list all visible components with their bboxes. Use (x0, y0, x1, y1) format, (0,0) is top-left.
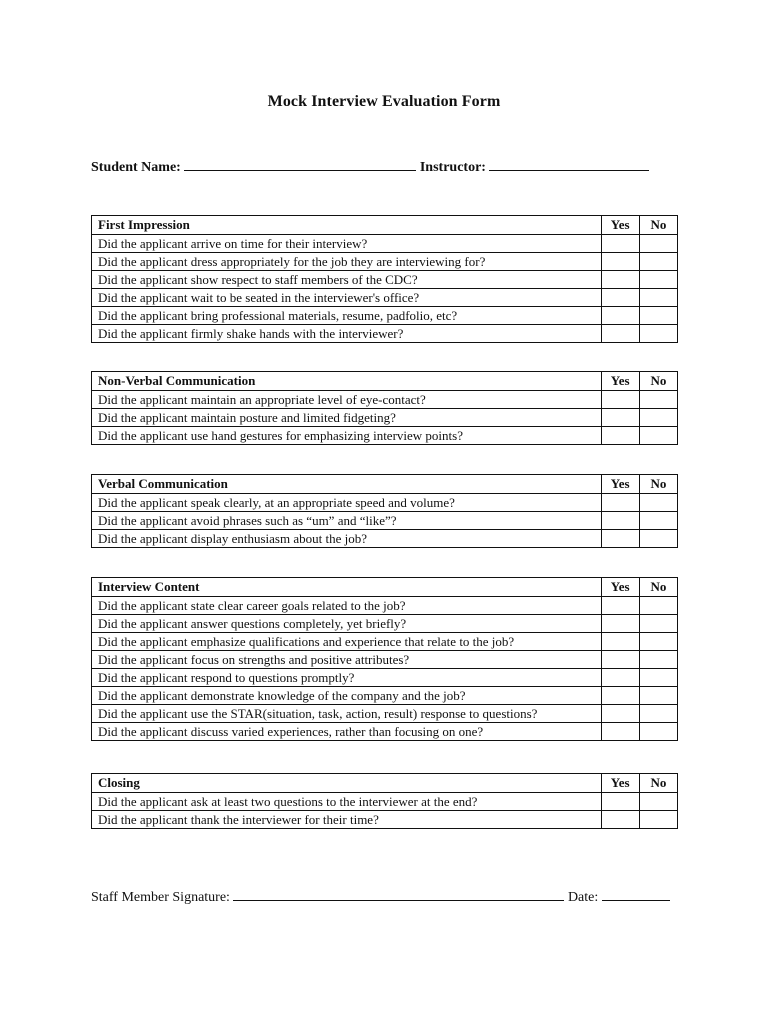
date-field[interactable] (602, 887, 670, 901)
student-name-field[interactable] (184, 157, 416, 171)
question-text: Did the applicant arrive on time for their interview? (92, 235, 602, 253)
question-row (92, 633, 678, 651)
question-row (92, 235, 678, 253)
yes-column-header: Yes (601, 578, 639, 597)
no-checkbox-cell[interactable] (639, 705, 677, 723)
section-interview-content (91, 577, 678, 741)
signature-label: Staff Member Signature: (91, 890, 230, 905)
question-text: Did the applicant dress appropriately for the job they are interviewing for? (92, 253, 602, 271)
no-checkbox-cell[interactable] (639, 289, 677, 307)
yes-checkbox-cell[interactable] (601, 325, 639, 343)
question-text: Did the applicant answer questions completely, yet briefly? (92, 615, 602, 633)
question-text: Did the applicant maintain posture and limited fidgeting? (92, 409, 602, 427)
yes-checkbox-cell[interactable] (601, 651, 639, 669)
no-checkbox-cell[interactable] (639, 307, 677, 325)
yes-column-header: Yes (601, 774, 639, 793)
student-name-label: Student Name: (91, 160, 181, 175)
no-checkbox-cell[interactable] (639, 669, 677, 687)
question-text: Did the applicant show respect to staff members of the CDC? (92, 271, 602, 289)
yes-checkbox-cell[interactable] (601, 512, 639, 530)
no-column-header: No (639, 372, 677, 391)
no-checkbox-cell[interactable] (639, 723, 677, 741)
question-row (92, 253, 678, 271)
question-row (92, 687, 678, 705)
yes-column-header: Yes (601, 372, 639, 391)
no-checkbox-cell[interactable] (639, 391, 677, 409)
yes-checkbox-cell[interactable] (601, 615, 639, 633)
no-checkbox-cell[interactable] (639, 427, 677, 445)
question-row (92, 811, 678, 829)
yes-checkbox-cell[interactable] (601, 427, 639, 445)
question-text: Did the applicant use hand gestures for emphasizing interview points? (92, 427, 602, 445)
question-text: Did the applicant bring professional materials, resume, padfolio, etc? (92, 307, 602, 325)
yes-checkbox-cell[interactable] (601, 633, 639, 651)
no-column-header: No (639, 475, 677, 494)
yes-checkbox-cell[interactable] (601, 597, 639, 615)
no-column-header: No (639, 774, 677, 793)
question-text: Did the applicant thank the interviewer for their time? (92, 811, 602, 829)
question-row (92, 615, 678, 633)
question-text: Did the applicant discuss varied experiences, rather than focusing on one? (92, 723, 602, 741)
yes-checkbox-cell[interactable] (601, 811, 639, 829)
footer-fields (91, 887, 681, 906)
yes-checkbox-cell[interactable] (601, 391, 639, 409)
section-closing (91, 773, 678, 829)
question-row (92, 271, 678, 289)
question-row (92, 793, 678, 811)
question-text: Did the applicant avoid phrases such as “um” and “like”? (92, 512, 602, 530)
question-row (92, 427, 678, 445)
no-checkbox-cell[interactable] (639, 409, 677, 427)
question-row (92, 409, 678, 427)
question-row (92, 705, 678, 723)
question-row (92, 494, 678, 512)
no-column-header: No (639, 578, 677, 597)
question-text: Did the applicant emphasize qualifications and experience that relate to the job? (92, 633, 602, 651)
question-row (92, 307, 678, 325)
no-checkbox-cell[interactable] (639, 597, 677, 615)
question-row (92, 597, 678, 615)
section-header-row (92, 578, 678, 597)
section-header-row (92, 216, 678, 235)
section-header-row (92, 475, 678, 494)
section-non-verbal-communication (91, 371, 678, 445)
section-header-row (92, 372, 678, 391)
question-row (92, 669, 678, 687)
question-text: Did the applicant display enthusiasm about the job? (92, 530, 602, 548)
instructor-field[interactable] (489, 157, 649, 171)
section-heading: Closing (92, 774, 602, 793)
section-heading: Non-Verbal Communication (92, 372, 602, 391)
no-checkbox-cell[interactable] (639, 687, 677, 705)
question-row (92, 530, 678, 548)
question-row (92, 651, 678, 669)
no-checkbox-cell[interactable] (639, 615, 677, 633)
question-row (92, 723, 678, 741)
yes-checkbox-cell[interactable] (601, 409, 639, 427)
question-text: Did the applicant firmly shake hands with the interviewer? (92, 325, 602, 343)
question-text: Did the applicant respond to questions promptly? (92, 669, 602, 687)
yes-checkbox-cell[interactable] (601, 669, 639, 687)
no-checkbox-cell[interactable] (639, 235, 677, 253)
yes-checkbox-cell[interactable] (601, 687, 639, 705)
instructor-label: Instructor: (419, 160, 486, 175)
yes-column-header: Yes (601, 216, 639, 235)
question-text: Did the applicant demonstrate knowledge of the company and the job? (92, 687, 602, 705)
question-text: Did the applicant maintain an appropriate level of eye-contact? (92, 391, 602, 409)
no-checkbox-cell[interactable] (639, 253, 677, 271)
question-text: Did the applicant use the STAR(situation, task, action, result) response to questions? (92, 705, 602, 723)
yes-checkbox-cell[interactable] (601, 705, 639, 723)
question-row (92, 289, 678, 307)
section-heading: First Impression (92, 216, 602, 235)
section-verbal-communication (91, 474, 678, 548)
no-checkbox-cell[interactable] (639, 512, 677, 530)
question-row (92, 391, 678, 409)
question-text: Did the applicant ask at least two questions to the interviewer at the end? (92, 793, 602, 811)
no-checkbox-cell[interactable] (639, 793, 677, 811)
question-text: Did the applicant state clear career goals related to the job? (92, 597, 602, 615)
yes-checkbox-cell[interactable] (601, 723, 639, 741)
no-checkbox-cell[interactable] (639, 325, 677, 343)
yes-column-header: Yes (601, 475, 639, 494)
section-heading: Verbal Communication (92, 475, 602, 494)
yes-checkbox-cell[interactable] (601, 793, 639, 811)
yes-checkbox-cell[interactable] (601, 289, 639, 307)
yes-checkbox-cell[interactable] (601, 235, 639, 253)
no-checkbox-cell[interactable] (639, 633, 677, 651)
signature-field[interactable] (233, 887, 564, 901)
question-row (92, 512, 678, 530)
yes-checkbox-cell[interactable] (601, 530, 639, 548)
form-title: Mock Interview Evaluation Form (267, 93, 501, 110)
no-checkbox-cell[interactable] (639, 494, 677, 512)
header-fields (91, 157, 671, 176)
no-checkbox-cell[interactable] (639, 651, 677, 669)
section-first-impression (91, 215, 678, 343)
yes-checkbox-cell[interactable] (601, 494, 639, 512)
question-text: Did the applicant wait to be seated in the interviewer's office? (92, 289, 602, 307)
no-checkbox-cell[interactable] (639, 530, 677, 548)
yes-checkbox-cell[interactable] (601, 253, 639, 271)
date-label: Date: (567, 890, 599, 905)
question-row (92, 325, 678, 343)
yes-checkbox-cell[interactable] (601, 271, 639, 289)
no-column-header: No (639, 216, 677, 235)
no-checkbox-cell[interactable] (639, 271, 677, 289)
question-text: Did the applicant speak clearly, at an appropriate speed and volume? (92, 494, 602, 512)
no-checkbox-cell[interactable] (639, 811, 677, 829)
question-text: Did the applicant focus on strengths and positive attributes? (92, 651, 602, 669)
section-header-row (92, 774, 678, 793)
yes-checkbox-cell[interactable] (601, 307, 639, 325)
section-heading: Interview Content (92, 578, 602, 597)
